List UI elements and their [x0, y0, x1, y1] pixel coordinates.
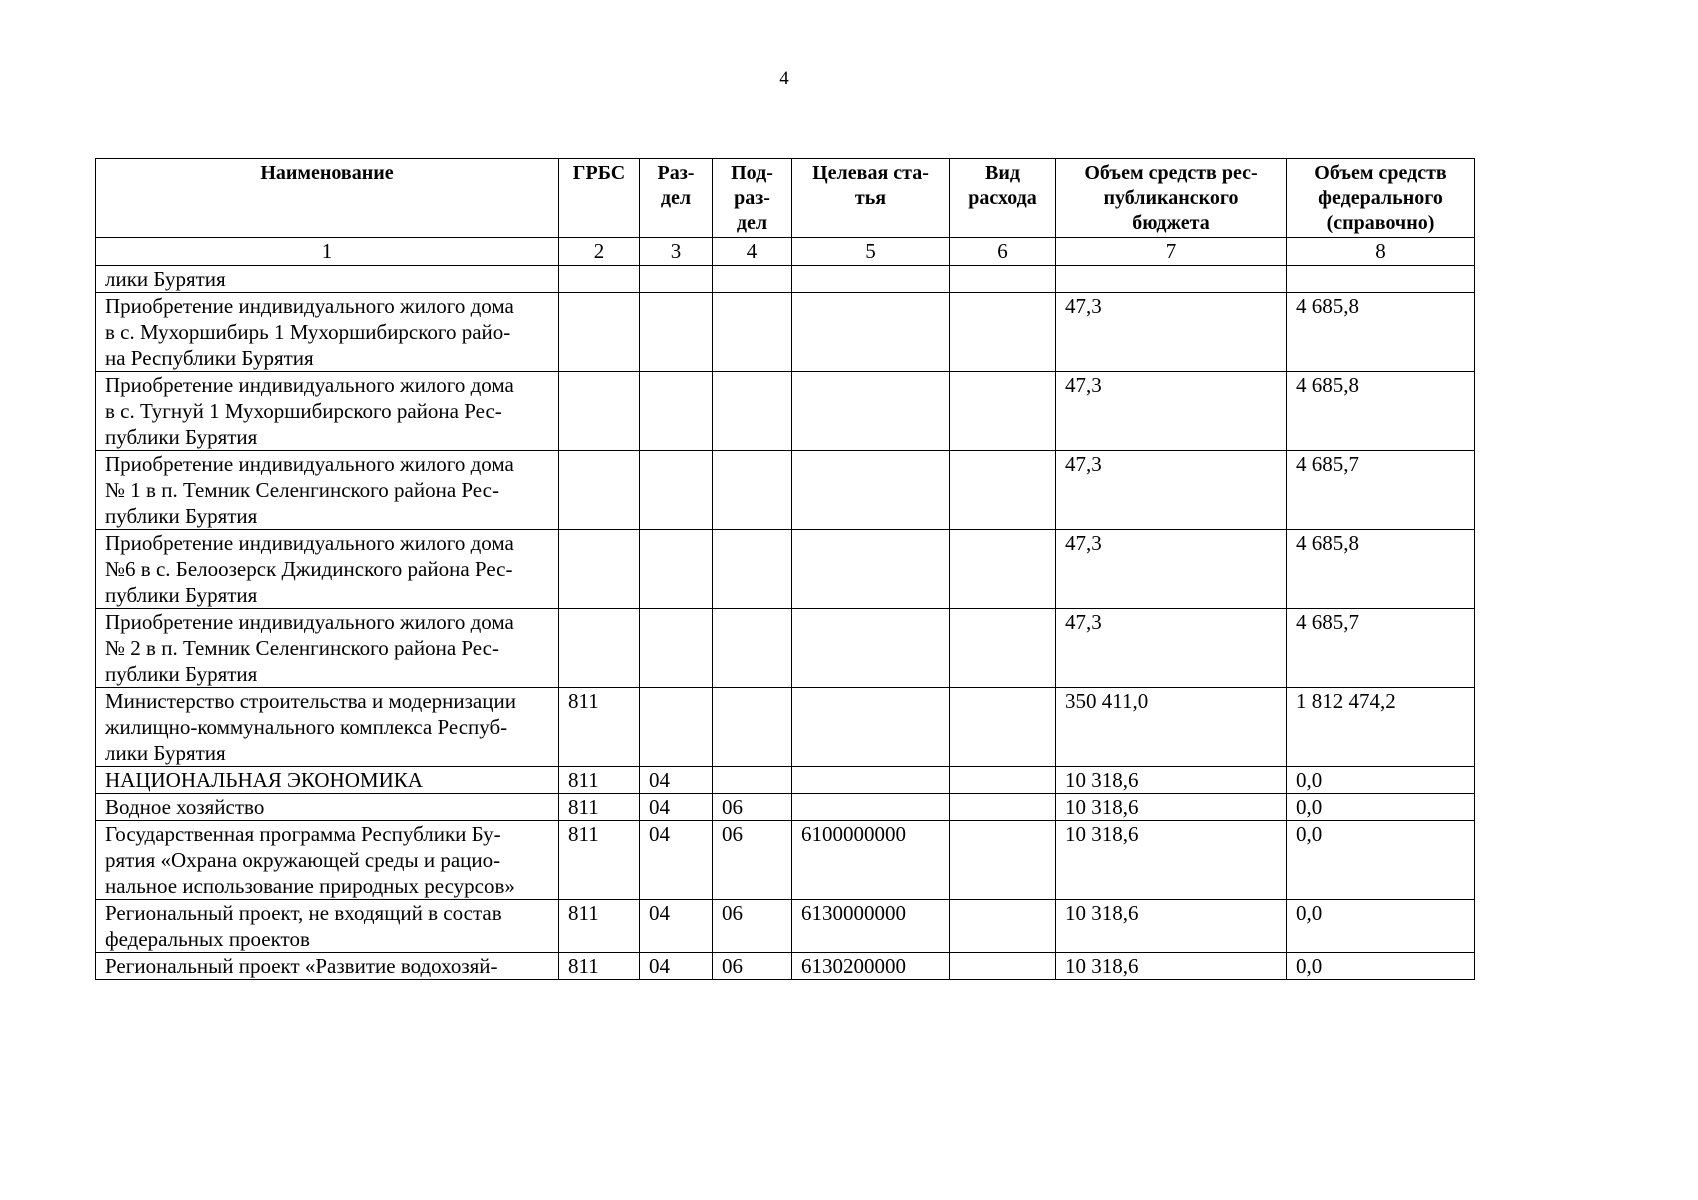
- name-cell: Приобретение индивидуального жилого дома в с. Мухоршибирь 1 Мухоршибирского райо- на Республики Бурятия: [96, 293, 559, 372]
- republic-budget-cell: 47,3: [1056, 451, 1287, 530]
- target-article-cell: [792, 794, 950, 821]
- column-number-5: 5: [792, 238, 950, 266]
- target-header: Целевая ста- тья: [792, 159, 950, 238]
- grbs-cell: 811: [559, 821, 640, 900]
- target-article-cell: [792, 451, 950, 530]
- podrazdel-cell: [713, 293, 792, 372]
- target-article-cell: 6130200000: [792, 953, 950, 980]
- razdel-cell: 04: [640, 767, 713, 794]
- federal-budget-header: Объем средств федерального (справочно): [1287, 159, 1475, 238]
- razdel-cell: [640, 266, 713, 293]
- name-cell: НАЦИОНАЛЬНАЯ ЭКОНОМИКА: [96, 767, 559, 794]
- expense-type-cell: [950, 609, 1056, 688]
- expense-type-cell: [950, 266, 1056, 293]
- name-cell: Приобретение индивидуального жилого дома в с. Тугнуй 1 Мухоршибирского района Рес- публики Бурятия: [96, 372, 559, 451]
- razdel-cell: [640, 451, 713, 530]
- republic-budget-cell: 10 318,6: [1056, 900, 1287, 953]
- federal-budget-cell: 0,0: [1287, 953, 1475, 980]
- table-row: [96, 451, 1475, 530]
- podrazdel-cell: [713, 767, 792, 794]
- expense-type-cell: [950, 688, 1056, 767]
- name-cell: Приобретение индивидуального жилого дома № 1 в п. Темник Селенгинского района Рес- публики Бурятия: [96, 451, 559, 530]
- republic-budget-cell: [1056, 266, 1287, 293]
- republic-budget-cell: 10 318,6: [1056, 821, 1287, 900]
- razdel-cell: [640, 609, 713, 688]
- federal-budget-cell: 4 685,7: [1287, 451, 1475, 530]
- target-article-cell: [792, 293, 950, 372]
- table-row: [96, 372, 1475, 451]
- column-numbers-row: [96, 238, 1475, 266]
- federal-budget-cell: 4 685,8: [1287, 372, 1475, 451]
- podrazdel-cell: [713, 451, 792, 530]
- table-row: [96, 900, 1475, 953]
- republic-budget-header: Объем средств рес- публиканского бюджета: [1056, 159, 1287, 238]
- expense-type-cell: [950, 372, 1056, 451]
- table-row: [96, 266, 1475, 293]
- table-row: [96, 767, 1475, 794]
- column-number-2: 2: [559, 238, 640, 266]
- razdel-cell: [640, 530, 713, 609]
- podrazdel-header: Под- раз- дел: [713, 159, 792, 238]
- page-number: 4: [779, 68, 789, 89]
- name-header: Наименование: [96, 159, 559, 238]
- podrazdel-cell: [713, 609, 792, 688]
- name-cell: Региональный проект, не входящий в состав федеральных проектов: [96, 900, 559, 953]
- table-row: [96, 688, 1475, 767]
- column-number-6: 6: [950, 238, 1056, 266]
- name-cell: Государственная программа Республики Бу- рятия «Охрана окружающей среды и рацио- нальное использование природных ресурсов»: [96, 821, 559, 900]
- federal-budget-cell: 4 685,8: [1287, 530, 1475, 609]
- federal-budget-cell: 0,0: [1287, 900, 1475, 953]
- razdel-cell: 04: [640, 794, 713, 821]
- podrazdel-cell: 06: [713, 821, 792, 900]
- republic-budget-cell: 10 318,6: [1056, 794, 1287, 821]
- razdel-header: Раз- дел: [640, 159, 713, 238]
- grbs-cell: [559, 293, 640, 372]
- expense-type-cell: [950, 293, 1056, 372]
- table-row: [96, 293, 1475, 372]
- podrazdel-cell: 06: [713, 794, 792, 821]
- table-row: [96, 821, 1475, 900]
- name-cell: Приобретение индивидуального жилого дома № 2 в п. Темник Селенгинского района Рес- публики Бурятия: [96, 609, 559, 688]
- razdel-cell: 04: [640, 900, 713, 953]
- table-body: [96, 266, 1475, 980]
- grbs-cell: 811: [559, 688, 640, 767]
- table-row: [96, 530, 1475, 609]
- podrazdel-cell: [713, 266, 792, 293]
- table-row: [96, 609, 1475, 688]
- grbs-cell: 811: [559, 900, 640, 953]
- vid-header: Вид расхода: [950, 159, 1056, 238]
- expense-type-cell: [950, 767, 1056, 794]
- name-cell: Водное хозяйство: [96, 794, 559, 821]
- grbs-cell: 811: [559, 953, 640, 980]
- name-cell: Региональный проект «Развитие водохозяй-: [96, 953, 559, 980]
- target-article-cell: [792, 530, 950, 609]
- expense-type-cell: [950, 821, 1056, 900]
- grbs-cell: 811: [559, 794, 640, 821]
- column-number-4: 4: [713, 238, 792, 266]
- podrazdel-cell: 06: [713, 953, 792, 980]
- grbs-cell: [559, 266, 640, 293]
- republic-budget-cell: 47,3: [1056, 609, 1287, 688]
- grbs-cell: 811: [559, 767, 640, 794]
- razdel-cell: [640, 688, 713, 767]
- target-article-cell: [792, 372, 950, 451]
- grbs-cell: [559, 609, 640, 688]
- republic-budget-cell: 10 318,6: [1056, 953, 1287, 980]
- column-number-3: 3: [640, 238, 713, 266]
- expense-type-cell: [950, 530, 1056, 609]
- name-cell: Приобретение индивидуального жилого дома №6 в с. Белоозерск Джидинского района Рес- публики Бурятия: [96, 530, 559, 609]
- razdel-cell: [640, 293, 713, 372]
- target-article-cell: [792, 767, 950, 794]
- target-article-cell: 6130000000: [792, 900, 950, 953]
- expense-type-cell: [950, 794, 1056, 821]
- grbs-cell: [559, 372, 640, 451]
- target-article-cell: [792, 688, 950, 767]
- table-row: [96, 953, 1475, 980]
- column-number-7: 7: [1056, 238, 1287, 266]
- target-article-cell: [792, 609, 950, 688]
- podrazdel-cell: 06: [713, 900, 792, 953]
- razdel-cell: 04: [640, 821, 713, 900]
- razdel-cell: [640, 372, 713, 451]
- name-cell: Министерство строительства и модернизации жилищно-коммунального комплекса Респуб- лики Бурятия: [96, 688, 559, 767]
- federal-budget-cell: 0,0: [1287, 767, 1475, 794]
- column-number-8: 8: [1287, 238, 1475, 266]
- republic-budget-cell: 10 318,6: [1056, 767, 1287, 794]
- republic-budget-cell: 47,3: [1056, 293, 1287, 372]
- republic-budget-cell: 47,3: [1056, 530, 1287, 609]
- name-cell: лики Бурятия: [96, 266, 559, 293]
- expense-type-cell: [950, 451, 1056, 530]
- republic-budget-cell: 350 411,0: [1056, 688, 1287, 767]
- republic-budget-cell: 47,3: [1056, 372, 1287, 451]
- podrazdel-cell: [713, 688, 792, 767]
- budget-table: [95, 158, 1475, 980]
- federal-budget-cell: 0,0: [1287, 821, 1475, 900]
- table-row: [96, 794, 1475, 821]
- federal-budget-cell: 4 685,7: [1287, 609, 1475, 688]
- grbs-cell: [559, 530, 640, 609]
- federal-budget-cell: 4 685,8: [1287, 293, 1475, 372]
- podrazdel-cell: [713, 372, 792, 451]
- header-row: [96, 159, 1475, 238]
- grbs-header: ГРБС: [559, 159, 640, 238]
- target-article-cell: [792, 266, 950, 293]
- table-header: [96, 159, 1475, 266]
- expense-type-cell: [950, 953, 1056, 980]
- razdel-cell: 04: [640, 953, 713, 980]
- federal-budget-cell: 1 812 474,2: [1287, 688, 1475, 767]
- federal-budget-cell: 0,0: [1287, 794, 1475, 821]
- column-number-1: 1: [96, 238, 559, 266]
- grbs-cell: [559, 451, 640, 530]
- podrazdel-cell: [713, 530, 792, 609]
- target-article-cell: 6100000000: [792, 821, 950, 900]
- federal-budget-cell: [1287, 266, 1475, 293]
- expense-type-cell: [950, 900, 1056, 953]
